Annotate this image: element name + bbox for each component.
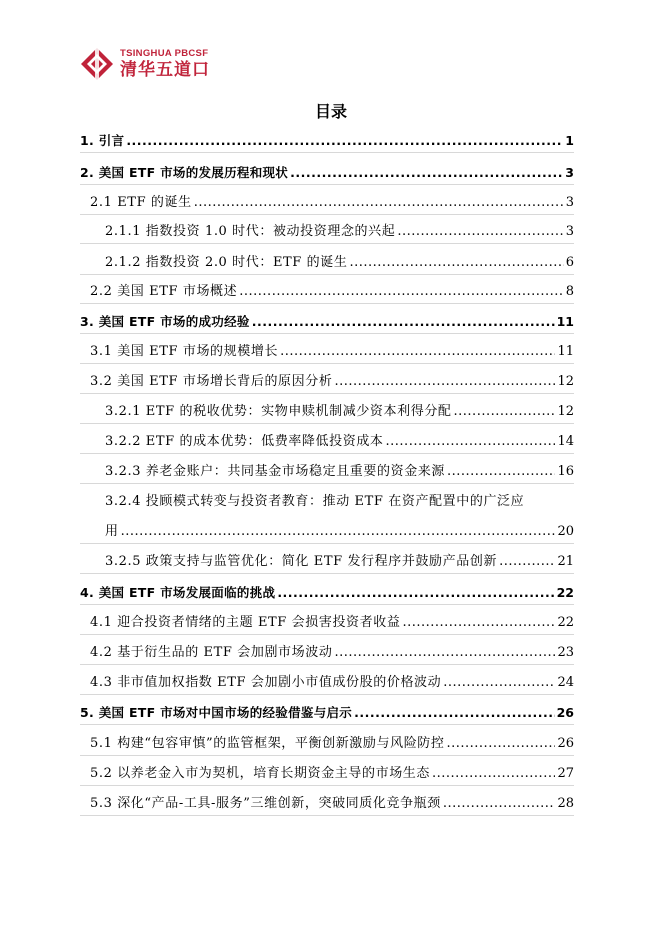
- toc-entry[interactable]: 2.1 ETF 的诞生 ..... 3: [90, 193, 574, 213]
- logo-chinese: 清华五道口: [120, 59, 210, 80]
- toc-entry[interactable]: 4.3 非市值加权指数 ETF 会加剧小市值成份股的价格波动 ..... 24: [90, 673, 574, 693]
- logo-mark-icon: [80, 47, 114, 81]
- toc-entry[interactable]: 1. 引言 ..... 1: [80, 131, 574, 151]
- toc-entry[interactable]: 3.2 美国 ETF 市场增长背后的原因分析 ..... 12: [90, 372, 574, 392]
- toc-entry[interactable]: 5. 美国 ETF 市场对中国市场的经验借鉴与启示 ..... 26: [80, 703, 574, 723]
- toc-entry[interactable]: 4.2 基于衍生品的 ETF 会加剧市场波动 ..... 23: [90, 643, 574, 663]
- toc-entry[interactable]: 3.2.3 养老金账户：共同基金市场稳定且重要的资金来源 ..... 16: [105, 462, 574, 482]
- toc-entry[interactable]: 3.2.5 政策支持与监管优化：简化 ETF 发行程序并鼓励产品创新 ..... 21: [105, 552, 574, 572]
- logo-english: TSINGHUA PBCSF: [120, 48, 209, 60]
- toc-entry[interactable]: 3.2.2 ETF 的成本优势：低费率降低投资成本 ..... 14: [105, 432, 574, 452]
- toc-entry[interactable]: 4.1 迎合投资者情绪的主题 ETF 会损害投资者收益 ..... 22: [90, 613, 574, 633]
- toc-entry[interactable]: 用 ..... 20: [105, 522, 574, 542]
- toc-entry[interactable]: 2. 美国 ETF 市场的发展历程和现状 ..... 3: [80, 163, 574, 183]
- toc-entry[interactable]: 4. 美国 ETF 市场发展面临的挑战 ..... 22: [80, 583, 574, 603]
- toc-entry[interactable]: 5.1 构建“包容审慎”的监管框架，平衡创新激励与风险防控 ..... 26: [90, 734, 574, 754]
- logo: [80, 46, 210, 82]
- toc-entry[interactable]: 3.1 美国 ETF 市场的规模增长 ..... 11: [90, 342, 574, 362]
- toc-entry[interactable]: 3.2.1 ETF 的税收优势：实物申赎机制减少资本利得分配 ..... 12: [105, 402, 574, 422]
- page-title: 目录: [314, 102, 347, 121]
- toc-entry[interactable]: 2.1.2 指数投资 2.0 时代：ETF 的诞生 ..... 6: [105, 253, 574, 273]
- toc-entry[interactable]: 5.2 以养老金入市为契机，培育长期资金主导的市场生态 ..... 27: [90, 764, 574, 784]
- toc-entry[interactable]: 3. 美国 ETF 市场的成功经验 ..... 11: [80, 312, 574, 332]
- toc-entry-wrapped[interactable]: 3.2.4 投顾模式转变与投资者教育：推动 ETF 在资产配置中的广泛应: [105, 494, 525, 509]
- toc-entry[interactable]: 5.3 深化“产品-工具-服务”三维创新，突破同质化竞争瓶颈 ..... 28: [90, 794, 574, 814]
- toc-entry[interactable]: 2.2 美国 ETF 市场概述 ..... 8: [90, 282, 574, 302]
- toc-entry[interactable]: 2.1.1 指数投资 1.0 时代：被动投资理念的兴起 ..... 3: [105, 222, 574, 242]
